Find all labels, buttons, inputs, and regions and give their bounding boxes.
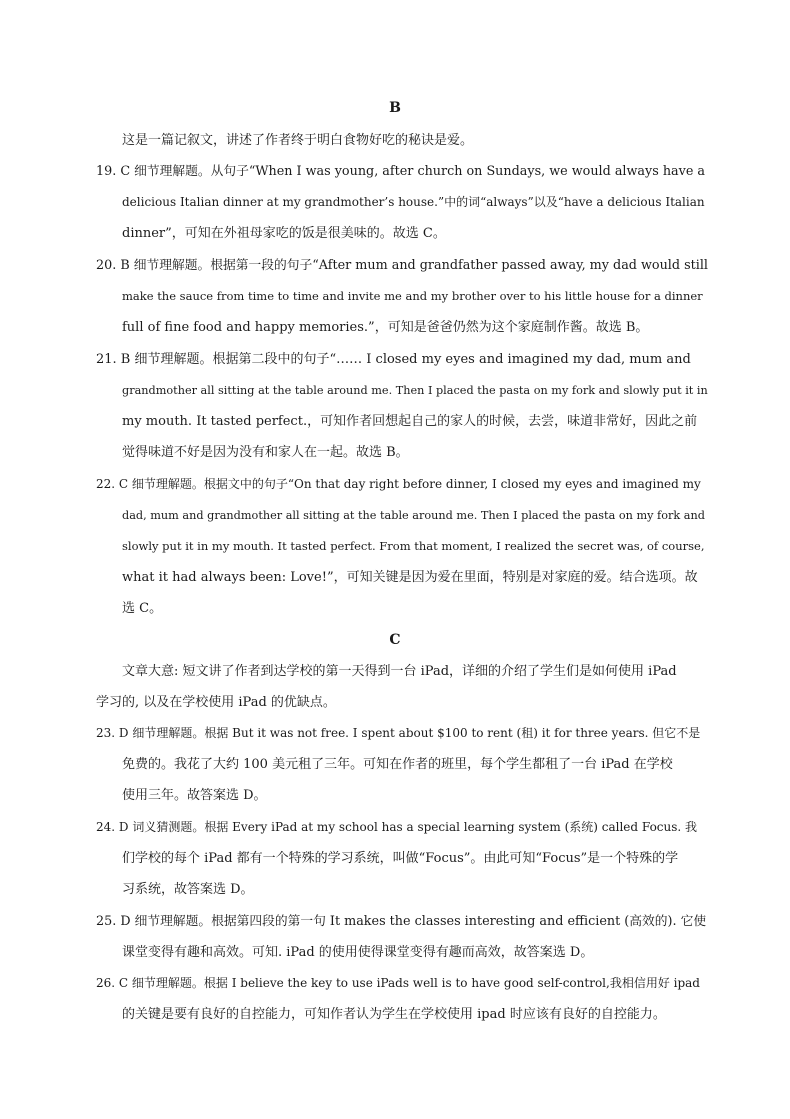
answer-line: 觉得味道不好是因为没有和家人在一起。故选 B。	[122, 445, 409, 460]
answer-item-21	[96, 344, 706, 468]
answer-line: 23. D 细节理解题。根据 But it was not free. I spent about $100 to rent (租) it for three years. 但它不是	[96, 726, 701, 740]
answer-line: grandmother all sitting at the table around me. Then I placed the pasta on my fork and slowly put it in	[122, 384, 708, 397]
answer-item-24	[96, 812, 706, 905]
answer-line: 24. D 词义猜测题。根据 Every iPad at my school has a special learning system (系统) called Focus. 我	[96, 820, 698, 834]
answer-line: make the sauce from time to time and invite me and my brother over to his little house for a dinner	[122, 289, 703, 303]
answer-item-19	[96, 156, 706, 249]
answer-line: 22. C 细节理解题。根据文中的句子“On that day right before dinner, I closed my eyes and imagined my	[96, 477, 701, 491]
answer-line: 21. B 细节理解题。根据第二段中的句子“…… I closed my eyes and imagined my dad, mum and	[96, 352, 691, 367]
answer-line: 使用三年。故答案选 D。	[122, 788, 267, 803]
answer-line: dad, mum and grandmother all sitting at the table around me. Then I placed the pasta on my fork and	[122, 509, 705, 522]
answer-line: dinner”，可知在外祖母家吃的饭是很美味的。故选 C。	[122, 226, 446, 241]
answer-line: 26. C 细节理解题。根据 I believe the key to use iPads well is to have good self-control,我相信用好 ipad	[96, 976, 700, 990]
answer-item-26	[96, 968, 706, 1030]
answer-line: 课堂变得有趣和高效。可知. iPad 的使用使得课堂变得有趣而高效，故答案选 D。	[122, 945, 594, 960]
section-c-heading: C	[389, 632, 401, 648]
answer-line: delicious Italian dinner at my grandmother’s house.”中的词“always”以及“have a delicious Italian	[122, 195, 705, 209]
section-c-intro	[96, 656, 706, 718]
answer-line: 的关键是要有良好的自控能力，可知作者认为学生在学校使用 ipad 时应该有良好的自控能力。	[122, 1007, 666, 1022]
intro-line: 文章大意: 短文讲了作者到达学校的第一天得到一台 iPad，详细的介绍了学生们是如何使用 iPad	[122, 664, 677, 679]
section-b-heading: B	[389, 100, 401, 116]
answer-item-20	[96, 250, 706, 343]
answer-line: slowly put it in my mouth. It tasted perfect. From that moment, I realized the secret was, of course,	[122, 539, 705, 553]
answer-line: what it had always been: Love!”，可知关键是因为爱在里面，特别是对家庭的爱。结合选项。故	[122, 570, 698, 585]
answer-line: 19. C 细节理解题。从句子“When I was young, after church on Sundays, we would always have a	[96, 164, 706, 179]
answer-line: 习系统，故答案选 D。	[122, 882, 254, 897]
answer-line: 20. B 细节理解题。根据第一段的句子“After mum and grandfather passed away, my dad would still	[96, 258, 708, 273]
answer-line: 选 C。	[122, 601, 163, 616]
answer-item-25	[96, 906, 706, 968]
answer-line: 25. D 细节理解题。根据第四段的第一句 It makes the classes interesting and efficient (高效的). 它使	[96, 914, 707, 929]
section-b-intro: 这是一篇记叙文，讲述了作者终于明白食物好吃的秘诀是爱。	[122, 133, 474, 148]
intro-line: 学习的, 以及在学校使用 iPad 的优缺点。	[96, 695, 336, 710]
answer-line: 们学校的每个 iPad 都有一个特殊的学习系统，叫做“Focus”。由此可知“Focus”是一个特殊的学	[122, 851, 679, 866]
answer-line: my mouth. It tasted perfect.，可知作者回想起自己的家人的时候，去尝，味道非常好，因此之前	[122, 414, 698, 429]
answer-line: full of fine food and happy memories.”，可知是爸爸仍然为这个家庭制作酱。故选 B。	[122, 320, 649, 335]
answer-item-22	[96, 469, 706, 624]
answer-line: 免费的。我花了大约 100 美元租了三年。可知在作者的班里，每个学生都租了一台 iPad 在学校	[122, 757, 673, 772]
answer-item-23	[96, 718, 706, 811]
